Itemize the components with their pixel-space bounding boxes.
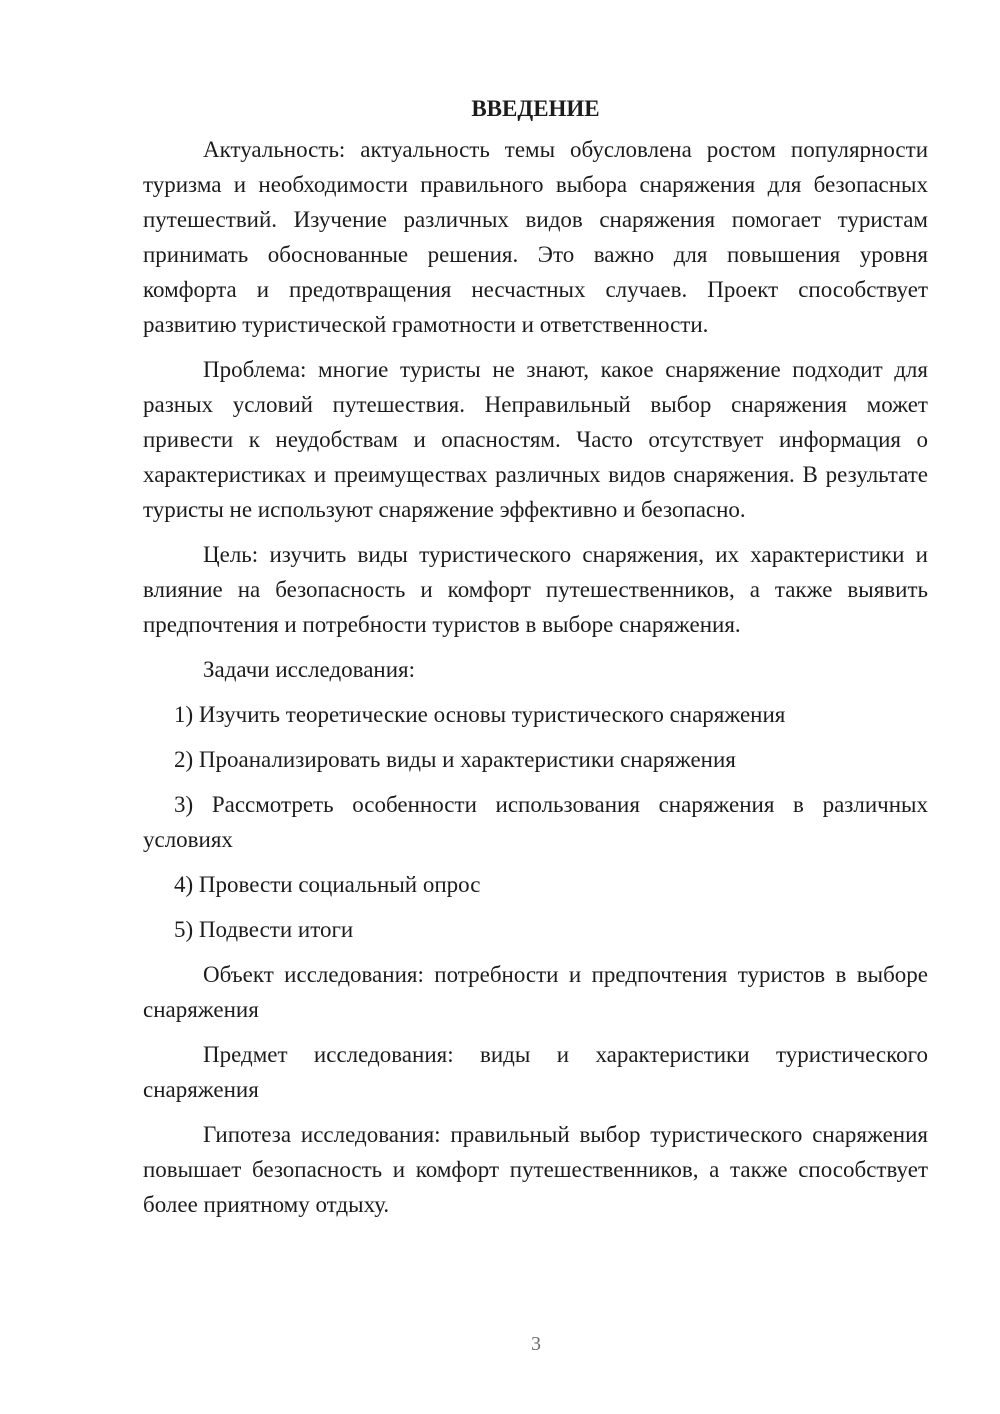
page-title: ВВЕДЕНИЕ (471, 96, 600, 121)
relevance-paragraph: Актуальность: актуальность темы обусловлена ростом популярности туризма и необходимости правильного выбора снаряжения для безопасных путешествий. Изучение различных видов снаряжения помогает туристам принимать обоснованные решения. Это важно для повышения уровня комфорта и предотвращения несчастных случаев. Проект способствует развитию туристической грамотности и ответственности. (143, 137, 928, 337)
subject-paragraph: Предмет исследования: виды и характеристики туристического снаряжения (143, 1042, 928, 1102)
goal-paragraph: Цель: изучить виды туристического снаряжения, их характеристики и влияние на безопасность и комфорт путешественников, а также выявить предпочтения и потребности туристов в выборе снаряжения. (143, 542, 928, 637)
problem-paragraph: Проблема: многие туристы не знают, какое снаряжение подходит для разных условий путешествия. Неправильный выбор снаряжения может привести к неудобствам и опасностям. Часто отсутствует информация о характеристиках и преимуществах различных видов снаряжения. В результате туристы не используют снаряжение эффективно и безопасно. (143, 357, 928, 522)
task-item-1: 1) Изучить теоретические основы туристического снаряжения (174, 702, 786, 727)
tasks-heading: Задачи исследования: (203, 657, 416, 682)
object-paragraph: Объект исследования: потребности и предпочтения туристов в выборе снаряжения (143, 962, 928, 1022)
task-item-4: 4) Провести социальный опрос (174, 872, 481, 897)
document-page (143, 94, 928, 1222)
task-item-2: 2) Проанализировать виды и характеристики снаряжения (174, 747, 736, 772)
task-item-3: 3) Рассмотреть особенности использования снаряжения в различных условиях (143, 792, 928, 852)
hypothesis-paragraph: Гипотеза исследования: правильный выбор туристического снаряжения повышает безопасность и комфорт путешественников, а также способствует более приятному отдыху. (143, 1122, 928, 1217)
page-number: 3 (531, 1333, 541, 1355)
task-item-5: 5) Подвести итоги (174, 917, 354, 942)
